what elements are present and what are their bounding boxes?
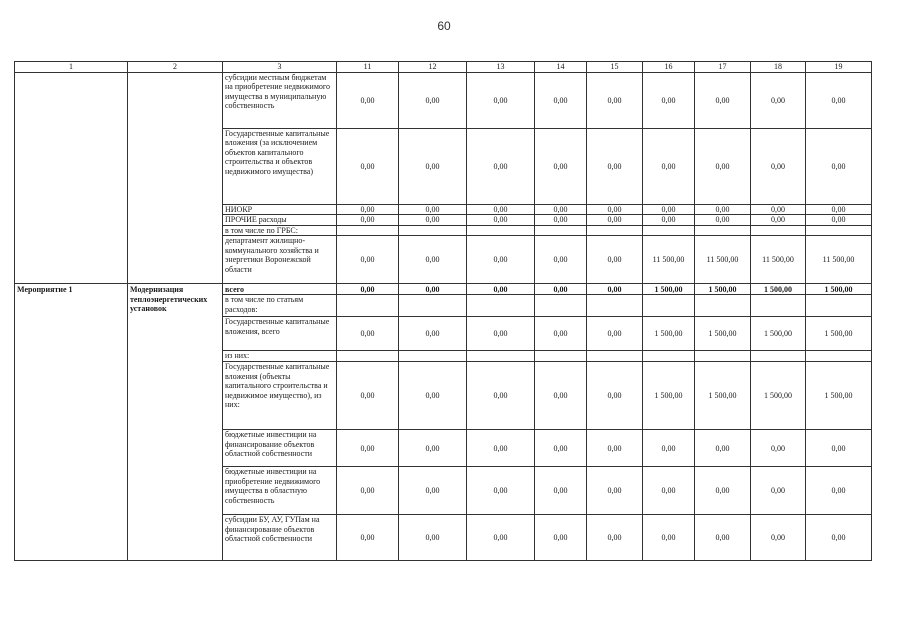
value-cell: 0,00 bbox=[467, 73, 535, 129]
value-cell bbox=[467, 295, 535, 317]
value-cell: 0,00 bbox=[806, 205, 872, 215]
value-cell: 0,00 bbox=[643, 467, 695, 515]
column-header: 17 bbox=[695, 62, 751, 73]
table-row bbox=[15, 73, 872, 129]
value-cell: 0,00 bbox=[751, 215, 806, 225]
value-cell: 0,00 bbox=[337, 284, 399, 295]
value-cell bbox=[751, 351, 806, 362]
header-row bbox=[15, 62, 872, 73]
value-cell: 1 500,00 bbox=[751, 284, 806, 295]
value-cell: 0,00 bbox=[643, 73, 695, 129]
value-cell bbox=[337, 225, 399, 235]
value-cell: 0,00 bbox=[467, 129, 535, 205]
value-cell: 0,00 bbox=[467, 205, 535, 215]
activity-name: Мероприятие 1 bbox=[15, 284, 128, 561]
value-cell: 0,00 bbox=[337, 73, 399, 129]
row-label: НИОКР bbox=[223, 205, 337, 215]
value-cell: 0,00 bbox=[587, 430, 643, 467]
value-cell: 0,00 bbox=[399, 215, 467, 225]
value-cell: 0,00 bbox=[587, 317, 643, 351]
value-cell: 0,00 bbox=[399, 317, 467, 351]
value-cell: 1 500,00 bbox=[751, 362, 806, 430]
value-cell: 0,00 bbox=[467, 430, 535, 467]
value-cell: 1 500,00 bbox=[806, 317, 872, 351]
value-cell: 0,00 bbox=[643, 515, 695, 561]
budget-table bbox=[14, 61, 872, 561]
value-cell: 0,00 bbox=[535, 284, 587, 295]
value-cell bbox=[643, 225, 695, 235]
value-cell: 0,00 bbox=[535, 467, 587, 515]
value-cell: 0,00 bbox=[695, 515, 751, 561]
value-cell: 0,00 bbox=[643, 205, 695, 215]
value-cell bbox=[643, 295, 695, 317]
value-cell bbox=[587, 225, 643, 235]
column-header: 11 bbox=[337, 62, 399, 73]
value-cell bbox=[695, 225, 751, 235]
column-header: 16 bbox=[643, 62, 695, 73]
value-cell: 1 500,00 bbox=[751, 317, 806, 351]
value-cell: 0,00 bbox=[751, 73, 806, 129]
value-cell bbox=[535, 295, 587, 317]
value-cell: 0,00 bbox=[337, 467, 399, 515]
value-cell: 0,00 bbox=[587, 284, 643, 295]
value-cell: 0,00 bbox=[337, 362, 399, 430]
row-label: бюджетные инвестиции на финансирование объектов областной собственности bbox=[223, 430, 337, 467]
value-cell: 0,00 bbox=[467, 215, 535, 225]
row-label: всего bbox=[223, 284, 337, 295]
value-cell bbox=[399, 295, 467, 317]
value-cell: 0,00 bbox=[337, 515, 399, 561]
value-cell: 0,00 bbox=[467, 317, 535, 351]
value-cell: 0,00 bbox=[695, 73, 751, 129]
value-cell: 0,00 bbox=[751, 205, 806, 215]
row-label: департамент жилищно-коммунального хозяйства и энергетики Воронежской области bbox=[223, 236, 337, 284]
row-label: Государственные капитальные вложения (объекты капитального строительства и недвижимое имущество), из них: bbox=[223, 362, 337, 430]
value-cell: 0,00 bbox=[399, 284, 467, 295]
row-label: из них: bbox=[223, 351, 337, 362]
table-row bbox=[15, 284, 872, 295]
value-cell: 0,00 bbox=[467, 284, 535, 295]
value-cell: 0,00 bbox=[399, 129, 467, 205]
value-cell: 0,00 bbox=[751, 129, 806, 205]
value-cell bbox=[587, 351, 643, 362]
row-label: субсидии местным бюджетам на приобретение недвижимого имущества в муниципальную собственность bbox=[223, 73, 337, 129]
value-cell: 0,00 bbox=[806, 73, 872, 129]
value-cell: 0,00 bbox=[643, 430, 695, 467]
value-cell: 0,00 bbox=[587, 129, 643, 205]
empty-cell bbox=[15, 73, 128, 284]
value-cell: 0,00 bbox=[535, 73, 587, 129]
value-cell: 0,00 bbox=[399, 362, 467, 430]
value-cell: 0,00 bbox=[587, 236, 643, 284]
value-cell: 0,00 bbox=[535, 205, 587, 215]
value-cell bbox=[751, 295, 806, 317]
value-cell bbox=[467, 351, 535, 362]
value-cell bbox=[695, 295, 751, 317]
value-cell: 0,00 bbox=[535, 430, 587, 467]
value-cell bbox=[643, 351, 695, 362]
value-cell: 0,00 bbox=[399, 467, 467, 515]
row-label: Государственные капитальные вложения (за исключением объектов капитального строительства и объектов недвижимого имущества) bbox=[223, 129, 337, 205]
value-cell: 0,00 bbox=[399, 430, 467, 467]
value-cell: 0,00 bbox=[587, 362, 643, 430]
value-cell: 0,00 bbox=[587, 205, 643, 215]
value-cell: 0,00 bbox=[695, 205, 751, 215]
value-cell: 0,00 bbox=[467, 515, 535, 561]
column-header: 19 bbox=[806, 62, 872, 73]
value-cell: 0,00 bbox=[535, 215, 587, 225]
value-cell: 11 500,00 bbox=[806, 236, 872, 284]
value-cell: 0,00 bbox=[587, 215, 643, 225]
value-cell: 1 500,00 bbox=[643, 362, 695, 430]
value-cell: 1 500,00 bbox=[695, 362, 751, 430]
value-cell: 0,00 bbox=[399, 236, 467, 284]
value-cell: 0,00 bbox=[535, 129, 587, 205]
value-cell: 11 500,00 bbox=[695, 236, 751, 284]
value-cell: 0,00 bbox=[399, 73, 467, 129]
value-cell: 0,00 bbox=[467, 467, 535, 515]
value-cell bbox=[535, 225, 587, 235]
value-cell bbox=[587, 295, 643, 317]
page-number: 60 bbox=[437, 19, 451, 33]
row-label: ПРОЧИЕ расходы bbox=[223, 215, 337, 225]
value-cell: 1 500,00 bbox=[643, 317, 695, 351]
column-header: 2 bbox=[128, 62, 223, 73]
row-label: в том числе по статьям расходов: bbox=[223, 295, 337, 317]
value-cell: 0,00 bbox=[337, 236, 399, 284]
row-label: Государственные капитальные вложения, всего bbox=[223, 317, 337, 351]
value-cell bbox=[806, 351, 872, 362]
value-cell: 0,00 bbox=[751, 467, 806, 515]
value-cell bbox=[399, 351, 467, 362]
value-cell: 0,00 bbox=[337, 205, 399, 215]
value-cell: 0,00 bbox=[467, 362, 535, 430]
value-cell: 0,00 bbox=[695, 430, 751, 467]
value-cell: 0,00 bbox=[806, 515, 872, 561]
value-cell: 0,00 bbox=[399, 515, 467, 561]
value-cell: 0,00 bbox=[337, 129, 399, 205]
value-cell: 0,00 bbox=[751, 515, 806, 561]
value-cell: 0,00 bbox=[337, 317, 399, 351]
value-cell: 1 500,00 bbox=[806, 362, 872, 430]
value-cell: 1 500,00 bbox=[695, 284, 751, 295]
value-cell: 0,00 bbox=[806, 215, 872, 225]
column-header: 15 bbox=[587, 62, 643, 73]
activity-title: Модернизация теплоэнергетических установок bbox=[128, 284, 223, 561]
value-cell: 0,00 bbox=[643, 129, 695, 205]
value-cell: 0,00 bbox=[535, 236, 587, 284]
column-header: 3 bbox=[223, 62, 337, 73]
value-cell: 0,00 bbox=[535, 515, 587, 561]
value-cell: 0,00 bbox=[751, 430, 806, 467]
value-cell: 0,00 bbox=[695, 467, 751, 515]
value-cell bbox=[467, 225, 535, 235]
value-cell bbox=[337, 351, 399, 362]
column-header: 14 bbox=[535, 62, 587, 73]
value-cell: 1 500,00 bbox=[806, 284, 872, 295]
row-label: субсидии БУ, АУ, ГУПам на финансирование объектов областной собственности bbox=[223, 515, 337, 561]
column-header: 1 bbox=[15, 62, 128, 73]
value-cell: 0,00 bbox=[535, 317, 587, 351]
value-cell: 11 500,00 bbox=[643, 236, 695, 284]
value-cell bbox=[535, 351, 587, 362]
value-cell: 0,00 bbox=[806, 129, 872, 205]
column-header: 18 bbox=[751, 62, 806, 73]
value-cell bbox=[337, 295, 399, 317]
value-cell: 0,00 bbox=[806, 467, 872, 515]
value-cell: 0,00 bbox=[695, 129, 751, 205]
value-cell bbox=[806, 295, 872, 317]
column-header: 12 bbox=[399, 62, 467, 73]
value-cell: 0,00 bbox=[535, 362, 587, 430]
value-cell: 0,00 bbox=[399, 205, 467, 215]
value-cell: 0,00 bbox=[587, 467, 643, 515]
value-cell bbox=[695, 351, 751, 362]
row-label: в том числе по ГРБС: bbox=[223, 225, 337, 235]
value-cell: 0,00 bbox=[643, 215, 695, 225]
value-cell: 0,00 bbox=[337, 215, 399, 225]
value-cell: 0,00 bbox=[587, 73, 643, 129]
value-cell: 1 500,00 bbox=[643, 284, 695, 295]
value-cell: 0,00 bbox=[587, 515, 643, 561]
row-label: бюджетные инвестиции на приобретение недвижимого имущества в областную собственность bbox=[223, 467, 337, 515]
value-cell: 11 500,00 bbox=[751, 236, 806, 284]
value-cell bbox=[806, 225, 872, 235]
value-cell: 0,00 bbox=[806, 430, 872, 467]
value-cell: 0,00 bbox=[337, 430, 399, 467]
value-cell: 0,00 bbox=[695, 215, 751, 225]
column-header: 13 bbox=[467, 62, 535, 73]
value-cell bbox=[751, 225, 806, 235]
empty-cell bbox=[128, 73, 223, 284]
value-cell: 0,00 bbox=[467, 236, 535, 284]
value-cell bbox=[399, 225, 467, 235]
value-cell: 1 500,00 bbox=[695, 317, 751, 351]
